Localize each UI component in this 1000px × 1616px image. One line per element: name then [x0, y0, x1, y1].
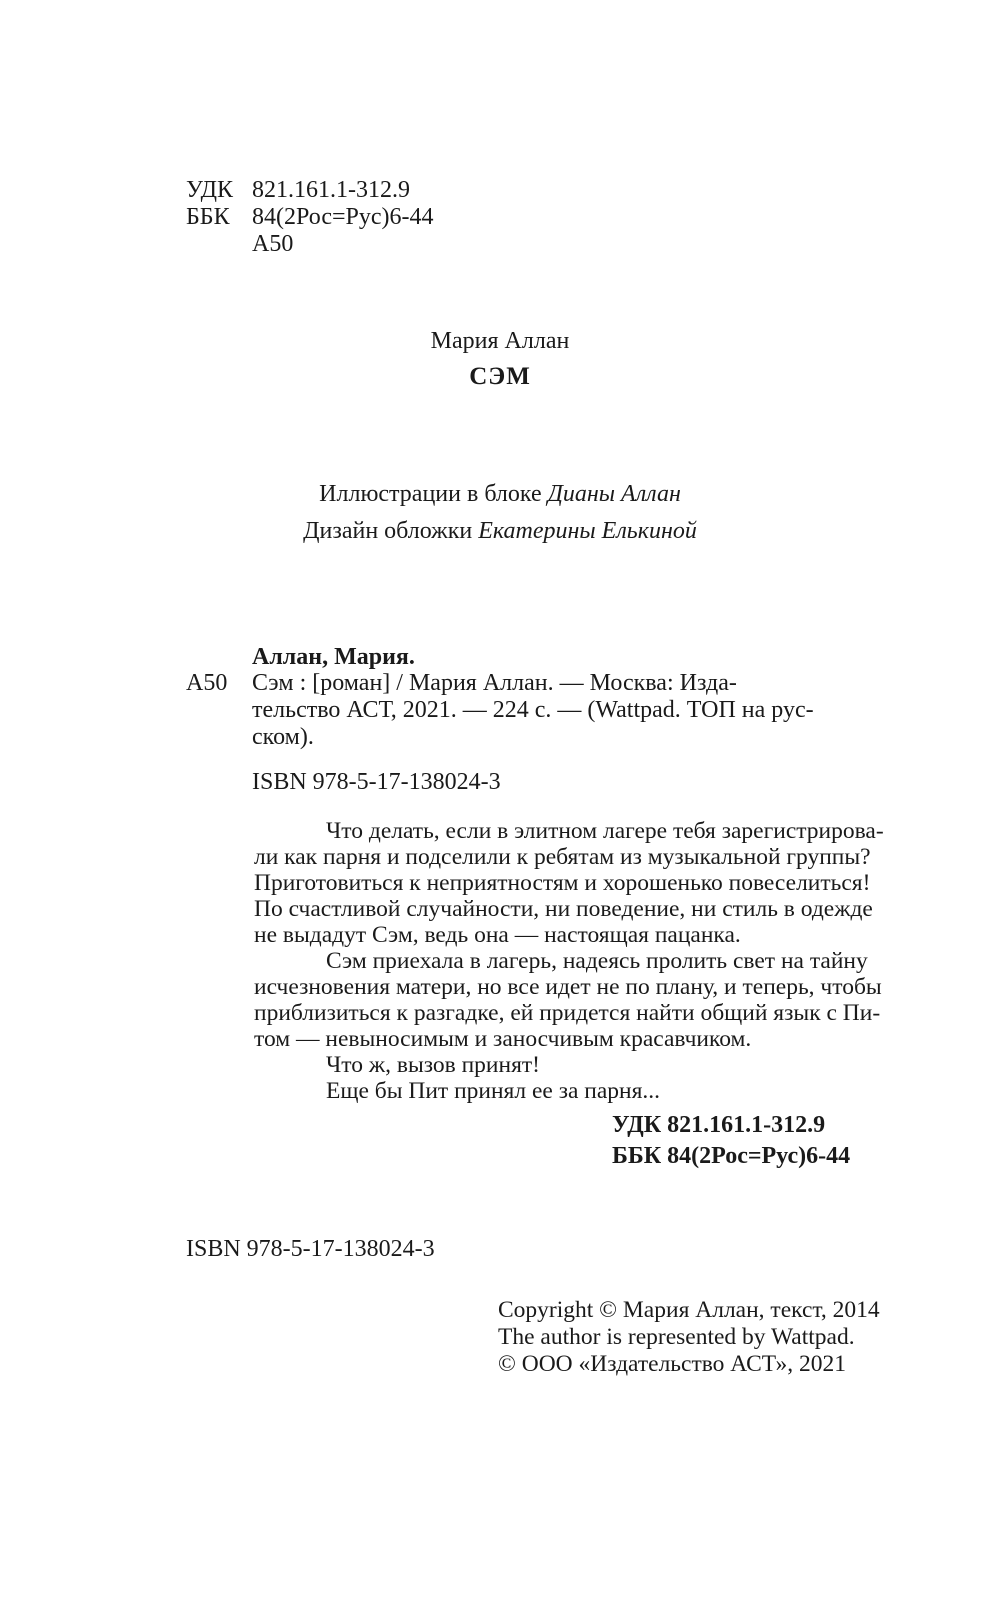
annotation-line: Приготовиться к неприятностям и хорошенько повеселиться! — [254, 870, 871, 896]
illustrations-credit — [0, 476, 1000, 513]
bottom-bbk: ББК 84(2Рос=Рус)6-44 — [612, 1143, 851, 1169]
design-name: Екатерины Елькиной — [478, 518, 697, 544]
design-credit — [0, 513, 1000, 550]
title-block — [0, 326, 1000, 393]
catalog-author-heading: Аллан, Мария. — [252, 644, 415, 670]
annotation-line: Что делать, если в элитном лагере тебя зарегистрирова- — [326, 818, 884, 844]
copyright-line: The author is represented by Wattpad. — [498, 1324, 855, 1350]
catalog-description-line: тельство АСТ, 2021. — 224 с. — (Wattpad. ТОП на рус- — [252, 697, 814, 723]
book-author: Мария Аллан — [430, 328, 570, 354]
bbk-value: 84(2Рос=Рус)6-44 — [252, 204, 434, 230]
annotation-line: Что ж, вызов принят! — [326, 1052, 540, 1078]
bottom-isbn: ISBN 978-5-17-138024-3 — [186, 1236, 435, 1262]
catalog-description — [252, 670, 886, 751]
udk-value: 821.161.1-312.9 — [252, 177, 410, 203]
catalog-isbn: ISBN 978-5-17-138024-3 — [252, 769, 501, 795]
annotation-line: приблизиться к разгадке, ей придется найти общий язык с Пи- — [254, 1000, 881, 1026]
annotation-line: том — невыносимым и заносчивым красавчиком. — [254, 1026, 752, 1052]
bottom-udk: УДК 821.161.1-312.9 — [612, 1112, 826, 1138]
annotation-line: Сэм приехала в лагерь, надеясь пролить свет на тайну — [326, 948, 868, 974]
design-prefix: Дизайн обложки — [303, 518, 479, 544]
catalog-author-mark: А50 — [186, 670, 228, 696]
annotation-line: Еще бы Пит принял ее за парня... — [326, 1078, 661, 1104]
bbk-row — [186, 204, 434, 231]
top-classification — [186, 177, 434, 258]
bbk-label: ББК — [186, 204, 230, 230]
copyright-line: © ООО «Издательство АСТ», 2021 — [498, 1351, 847, 1377]
annotation-line: исчезновения матери, но все идет не по плану, и теперь, чтобы — [254, 974, 882, 1000]
annotation-line: не выдадут Сэм, ведь она — настоящая пацанка. — [254, 922, 741, 948]
author-mark: А50 — [252, 231, 294, 257]
catalog-description-line: Сэм : [роман] / Мария Аллан. — Москва: Изда- — [252, 670, 737, 696]
annotation-line: ли как парня и подселили к ребятам из музыкальной группы? — [254, 844, 871, 870]
annotation-line: По счастливой случайности, ни поведение, ни стиль в одежде — [254, 896, 873, 922]
udk-label: УДК — [186, 177, 233, 203]
copyright-block — [498, 1297, 880, 1378]
illustrations-prefix: Иллюстрации в блоке — [319, 481, 548, 507]
bottom-classification — [612, 1110, 850, 1172]
copyright-line: Copyright © Мария Аллан, текст, 2014 — [498, 1297, 880, 1323]
udk-row — [186, 177, 434, 204]
credits — [0, 476, 1000, 550]
book-title: СЭМ — [469, 363, 531, 390]
catalog-description-line: ском). — [252, 724, 314, 750]
illustrations-name: Дианы Аллан — [547, 481, 681, 507]
author-mark-row — [186, 231, 434, 258]
annotation — [254, 818, 906, 1104]
